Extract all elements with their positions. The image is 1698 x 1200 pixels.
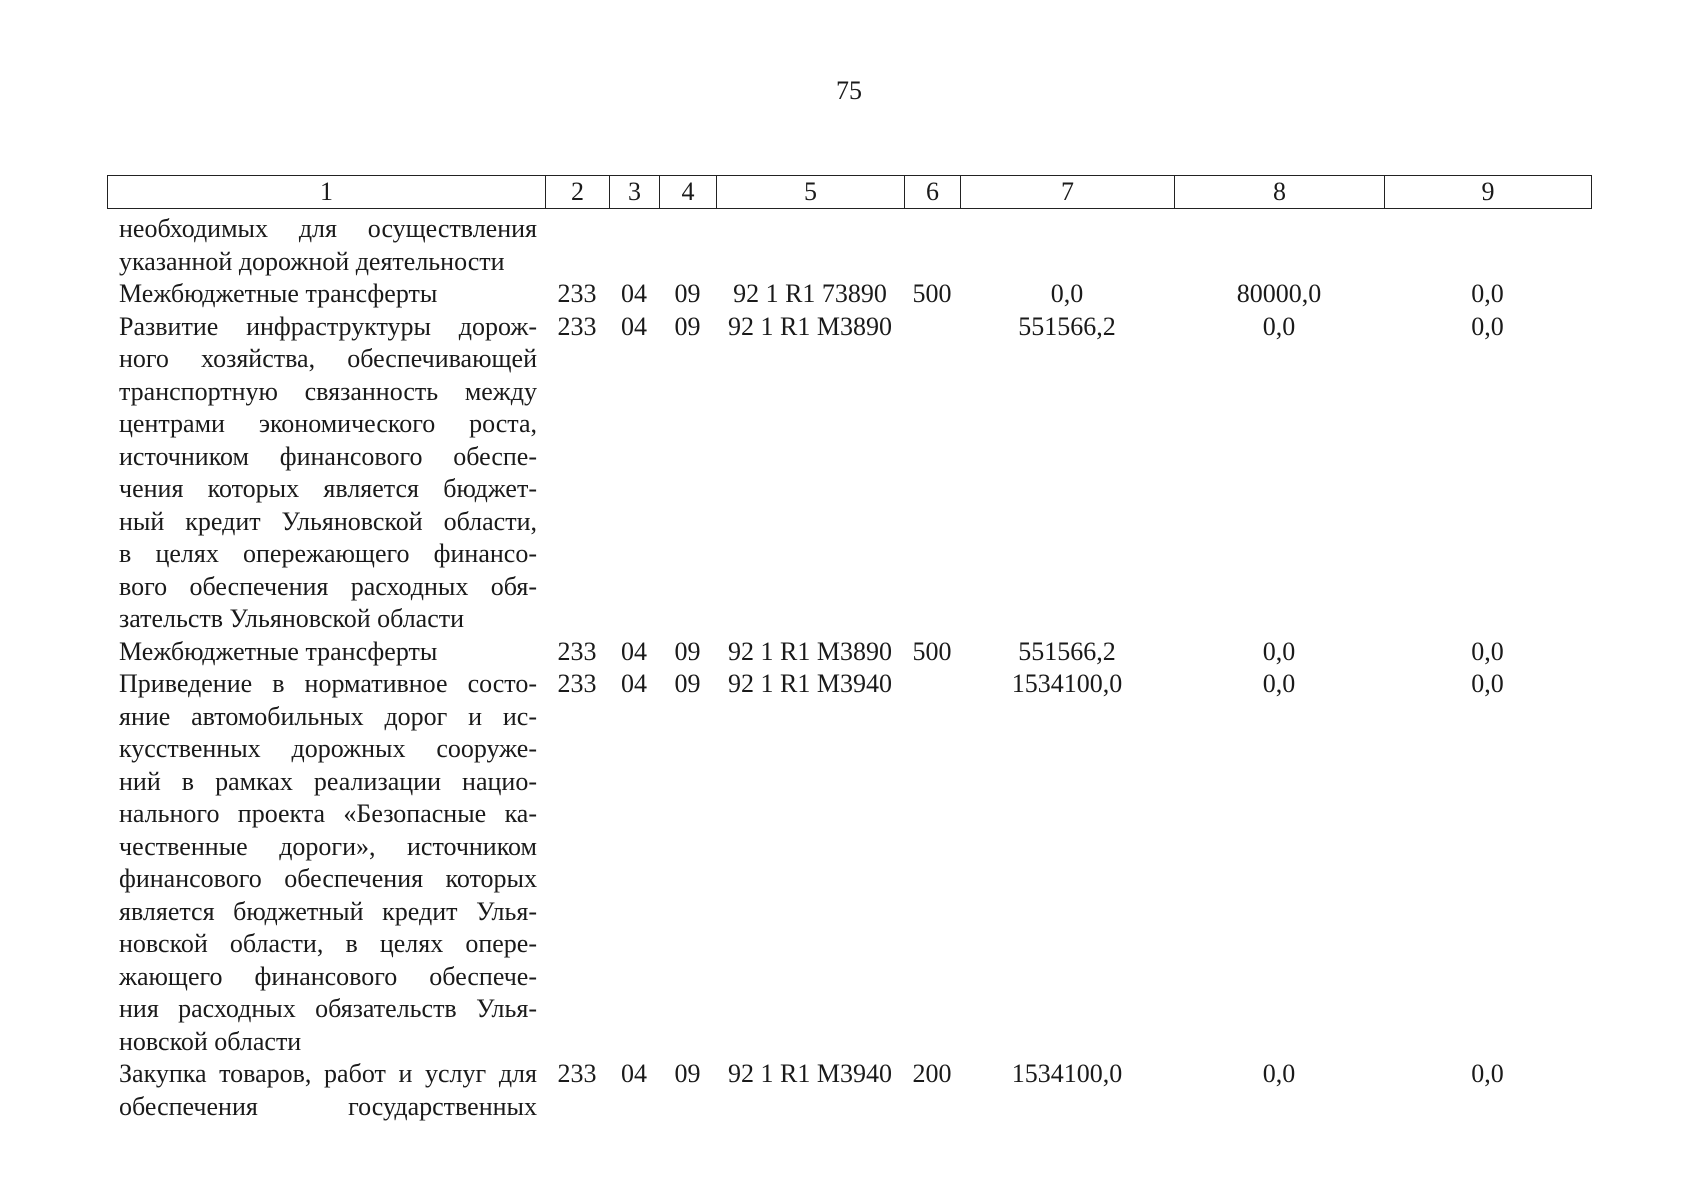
cell-description [107, 636, 545, 669]
description-line: транспортную связанность между [119, 376, 537, 406]
description-line: финансового обеспечения которых [119, 864, 537, 893]
description-line: чения которых является бюджет- [119, 474, 537, 503]
cell-col-6 [904, 311, 960, 636]
description-line: ний в рамках реализации нацио- [119, 766, 537, 796]
table-row [107, 213, 1591, 278]
cell-description [107, 311, 545, 636]
description-line: Закупка товаров, работ и услуг для [119, 1059, 537, 1088]
description-line: ного хозяйства, обеспечивающей [119, 344, 537, 373]
cell-description [107, 668, 545, 1058]
cell-col-4: 09 [674, 311, 701, 341]
cell-col-2: 233 [557, 636, 597, 666]
cell-description [107, 213, 545, 278]
cell-col-3: 04 [621, 636, 647, 666]
description-line: Развитие инфраструктуры дорож- [119, 311, 537, 341]
cell-description [107, 278, 545, 311]
description-line: новской области, в целях опере- [119, 929, 537, 958]
cell-col-8: 0,0 [1262, 1059, 1296, 1088]
cell-col-9: 0,0 [1471, 311, 1504, 341]
description-line: новской области [119, 1026, 302, 1056]
column-header-6: 6 [905, 176, 961, 209]
description-line: источником финансового обеспе- [119, 441, 537, 471]
cell-col-3: 04 [621, 279, 647, 308]
cell-col-7 [960, 213, 1174, 278]
description-line: яние автомобильных дорог и ис- [119, 701, 537, 731]
cell-col-3: 04 [621, 1059, 647, 1088]
cell-col-2: 233 [557, 279, 597, 308]
description-line: ный кредит Ульяновской области, [119, 506, 537, 536]
column-header-2: 2 [546, 176, 610, 209]
cell-col-6: 200 [912, 1059, 952, 1088]
cell-col-9: 0,0 [1471, 279, 1504, 308]
cell-col-5 [716, 213, 904, 278]
cell-col-6: 500 [912, 279, 952, 308]
column-header-3: 3 [610, 176, 660, 209]
cell-col-9 [1384, 213, 1591, 278]
description-line: является бюджетный кредит Улья- [119, 896, 537, 926]
description-line: жающего финансового обеспече- [119, 961, 537, 991]
cell-col-4: 09 [674, 669, 701, 698]
cell-col-6 [904, 668, 960, 1058]
cell-col-2 [545, 213, 609, 278]
description-line: необходимых для осуществления [119, 214, 537, 243]
cell-col-3: 04 [621, 669, 647, 698]
cell-col-5: 92 1 R1 M3940 [728, 669, 892, 698]
column-header-row [107, 175, 1592, 209]
cell-col-4: 09 [674, 279, 701, 308]
cell-col-6: 500 [912, 636, 952, 666]
cell-col-5: 92 1 R1 M3890 [728, 636, 892, 666]
description-line: ния расходных обязательств Улья- [119, 994, 537, 1023]
column-header-7: 7 [961, 176, 1175, 209]
description-line: Межбюджетные трансферты [119, 636, 438, 666]
description-line: Приведение в нормативное состо- [119, 669, 537, 698]
cell-col-3: 04 [621, 311, 647, 341]
budget-table-body [107, 213, 1591, 1123]
cell-col-7: 551566,2 [1018, 636, 1116, 666]
description-line: вого обеспечения расходных обя- [119, 571, 537, 601]
column-header-8: 8 [1175, 176, 1385, 209]
cell-col-2: 233 [557, 311, 597, 341]
cell-col-5: 92 1 R1 M3890 [728, 311, 892, 341]
description-line: зательств Ульяновской области [119, 604, 465, 633]
cell-col-6 [904, 213, 960, 278]
description-line: кусственных дорожных сооруже- [119, 734, 537, 763]
page-number: 75 [836, 76, 862, 105]
table-rows [107, 213, 1591, 1123]
column-header-4: 4 [660, 176, 717, 209]
description-line: Межбюджетные трансферты [119, 279, 438, 308]
cell-col-8: 0,0 [1262, 311, 1296, 341]
cell-col-7: 1534100,0 [1011, 1059, 1123, 1088]
cell-col-7: 1534100,0 [1011, 669, 1123, 698]
description-line: центрами экономического роста, [119, 409, 537, 438]
cell-col-9: 0,0 [1471, 636, 1504, 666]
cell-col-3 [609, 213, 659, 278]
table-row [107, 636, 1591, 669]
cell-col-9: 0,0 [1471, 669, 1504, 698]
cell-col-8 [1174, 213, 1384, 278]
cell-col-8: 0,0 [1262, 636, 1296, 666]
cell-col-4: 09 [674, 1059, 701, 1088]
description-line: чественные дороги», источником [119, 831, 537, 861]
cell-col-9: 0,0 [1471, 1059, 1504, 1088]
cell-col-4: 09 [674, 636, 701, 666]
column-header-5: 5 [717, 176, 905, 209]
description-line: указанной дорожной деятельности [119, 246, 505, 276]
description-line: в целях опережающего финансо- [119, 539, 537, 568]
cell-col-7: 0,0 [1050, 279, 1084, 308]
cell-col-5: 92 1 R1 73890 [733, 279, 887, 308]
cell-col-7: 551566,2 [1018, 311, 1116, 341]
cell-col-5: 92 1 R1 M3940 [728, 1059, 892, 1088]
table-row [107, 278, 1591, 311]
cell-col-2: 233 [557, 669, 597, 698]
description-line: обеспечения государственных [119, 1091, 537, 1121]
cell-col-8: 80000,0 [1236, 279, 1322, 308]
cell-col-8: 0,0 [1262, 669, 1296, 698]
cell-description [107, 1058, 545, 1123]
table-row [107, 668, 1591, 1058]
table-row [107, 311, 1591, 636]
cell-col-2: 233 [557, 1059, 597, 1088]
table-row [107, 1058, 1591, 1123]
description-line: нального проекта «Безопасные ка- [119, 799, 537, 828]
cell-col-4 [659, 213, 716, 278]
column-header-9: 9 [1385, 176, 1592, 209]
column-header-1: 1 [108, 176, 546, 209]
